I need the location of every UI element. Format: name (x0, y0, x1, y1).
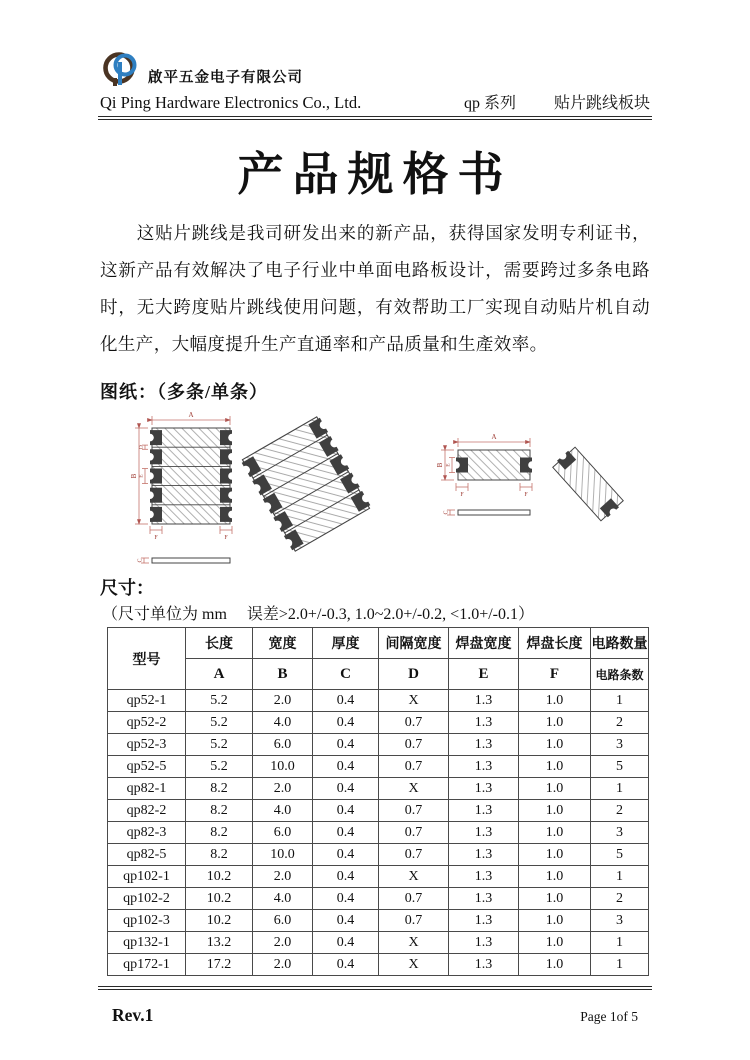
value-cell: 1 (591, 954, 649, 976)
col-subheader-B: B (253, 659, 313, 690)
table-row (108, 954, 649, 976)
col-header-pad-width: 焊盘宽度 (449, 628, 519, 659)
value-cell: 1.3 (449, 888, 519, 910)
value-cell: 5.2 (186, 712, 253, 734)
series-label: qp 系列 (463, 95, 516, 112)
table-row (108, 888, 649, 910)
value-cell: 5 (591, 756, 649, 778)
dim-label-E: E (138, 474, 145, 478)
value-cell: 2.0 (253, 778, 313, 800)
value-cell: 8.2 (186, 800, 253, 822)
col-header-pad-length: 焊盘长度 (519, 628, 591, 659)
value-cell: 0.4 (313, 756, 379, 778)
value-cell: 8.2 (186, 822, 253, 844)
value-cell: 2 (591, 888, 649, 910)
value-cell: 2 (591, 800, 649, 822)
value-cell: 10.0 (253, 844, 313, 866)
value-cell: 0.7 (379, 712, 449, 734)
value-cell: 0.7 (379, 844, 449, 866)
dim-label-F: F (460, 492, 464, 498)
model-cell: qp82-2 (108, 800, 186, 822)
value-cell: 0.7 (379, 800, 449, 822)
value-cell: 2.0 (253, 690, 313, 712)
value-cell: 1.3 (449, 822, 519, 844)
document-header (0, 0, 750, 120)
logo-row (100, 46, 650, 88)
value-cell: 0.4 (313, 822, 379, 844)
value-cell: 2.0 (253, 866, 313, 888)
value-cell: 1.3 (449, 778, 519, 800)
value-cell: 1.3 (449, 844, 519, 866)
value-cell: 8.2 (186, 778, 253, 800)
table-row (108, 932, 649, 954)
model-cell: qp52-1 (108, 690, 186, 712)
col-header-width: 宽度 (253, 628, 313, 659)
model-cell: qp82-5 (108, 844, 186, 866)
table-row (108, 756, 649, 778)
value-cell: 6.0 (253, 822, 313, 844)
multi-strip-rotated-view (237, 414, 375, 555)
value-cell: 1.0 (519, 800, 591, 822)
col-header-gap-width: 间隔宽度 (379, 628, 449, 659)
value-cell: 1.3 (449, 910, 519, 932)
dim-label-E: E (445, 463, 452, 467)
value-cell: 0.7 (379, 910, 449, 932)
value-cell: 1 (591, 778, 649, 800)
single-strip-rotated-view (549, 443, 627, 525)
dim-label-B: B (130, 473, 138, 479)
technical-drawings (108, 408, 653, 572)
value-cell: 1.0 (519, 756, 591, 778)
value-cell: 0.4 (313, 844, 379, 866)
table-row (108, 712, 649, 734)
value-cell: 4.0 (253, 800, 313, 822)
model-cell: qp52-5 (108, 756, 186, 778)
value-cell: 1.3 (449, 954, 519, 976)
value-cell: 1.0 (519, 690, 591, 712)
single-strip-front-view (436, 433, 536, 515)
header-double-rule (98, 116, 652, 120)
value-cell: 10.2 (186, 866, 253, 888)
value-cell: 8.2 (186, 844, 253, 866)
value-cell: 1 (591, 866, 649, 888)
value-cell: 3 (591, 734, 649, 756)
spec-table (107, 627, 649, 976)
table-row (108, 866, 649, 888)
page-title: 产品规格书 (237, 148, 513, 200)
value-cell: 13.2 (186, 932, 253, 954)
drawing-section-label: 图纸：（多条/单条） (100, 382, 269, 402)
value-cell: 1.0 (519, 954, 591, 976)
intro-paragraph: 这贴片跳线是我司研发出来的新产品，获得国家发明专利证书，这新产品有效解决了电子行业中单面电路板设计，需要跨过多条电路时，无大跨度贴片跳线使用问题，有效帮助工厂实现自动贴片机自动化生产，大幅度提升生产直通率和产品质量和生產效率。 (100, 223, 650, 354)
value-cell: X (379, 778, 449, 800)
value-cell: 1.0 (519, 822, 591, 844)
col-header-circuit-count: 电路数量 (591, 628, 649, 659)
value-cell: 5.2 (186, 690, 253, 712)
value-cell: 0.7 (379, 888, 449, 910)
table-row (108, 800, 649, 822)
value-cell: 1.3 (449, 734, 519, 756)
value-cell: 3 (591, 822, 649, 844)
model-cell: qp82-1 (108, 778, 186, 800)
value-cell: 3 (591, 910, 649, 932)
spec-table-header (108, 628, 649, 690)
value-cell: 0.4 (313, 778, 379, 800)
value-cell: 0.4 (313, 690, 379, 712)
table-row (108, 844, 649, 866)
col-subheader-E: E (449, 659, 519, 690)
value-cell: 1.0 (519, 932, 591, 954)
value-cell: 1.0 (519, 778, 591, 800)
company-name-cn: 啟平五金电子有限公司 (148, 70, 303, 86)
model-cell: qp102-1 (108, 866, 186, 888)
value-cell: 0.7 (379, 756, 449, 778)
value-cell: 0.4 (313, 734, 379, 756)
value-cell: 0.7 (379, 734, 449, 756)
dim-label-B: B (436, 462, 444, 468)
table-row (108, 910, 649, 932)
value-cell: 1.3 (449, 756, 519, 778)
value-cell: 1.0 (519, 910, 591, 932)
dim-label-A: A (188, 411, 194, 419)
spec-table-body (108, 690, 649, 976)
value-cell: 5.2 (186, 756, 253, 778)
dim-label-A: A (491, 433, 497, 441)
dim-label-F: F (224, 535, 228, 541)
col-header-thickness: 厚度 (313, 628, 379, 659)
col-subheader-F: F (519, 659, 591, 690)
dim-label-D: D (138, 445, 145, 450)
value-cell: X (379, 866, 449, 888)
value-cell: 2 (591, 712, 649, 734)
value-cell: 1.0 (519, 712, 591, 734)
value-cell: 1.3 (449, 690, 519, 712)
value-cell: 6.0 (253, 734, 313, 756)
value-cell: 1.3 (449, 866, 519, 888)
value-cell: 2.0 (253, 954, 313, 976)
header-subline (100, 90, 650, 113)
value-cell: 17.2 (186, 954, 253, 976)
model-cell: qp102-3 (108, 910, 186, 932)
company-logo-icon (100, 48, 144, 88)
dim-label-C: C (443, 510, 450, 515)
value-cell: 4.0 (253, 888, 313, 910)
model-cell: qp52-3 (108, 734, 186, 756)
value-cell: 0.4 (313, 932, 379, 954)
value-cell: 0.4 (313, 712, 379, 734)
value-cell: 0.7 (379, 822, 449, 844)
table-row (108, 690, 649, 712)
model-cell: qp52-2 (108, 712, 186, 734)
value-cell: 0.4 (313, 888, 379, 910)
value-cell: X (379, 690, 449, 712)
value-cell: 2.0 (253, 932, 313, 954)
value-cell: 1.0 (519, 866, 591, 888)
value-cell: X (379, 954, 449, 976)
table-row (108, 778, 649, 800)
product-line-label: 贴片跳线板块 (553, 95, 650, 112)
company-name-en: Qi Ping Hardware Electronics Co., Ltd. (100, 93, 362, 112)
table-row (108, 822, 649, 844)
document-footer (112, 1005, 638, 1026)
value-cell: 1.0 (519, 888, 591, 910)
table-row (108, 734, 649, 756)
col-subheader-circuit-strips: 电路条数 (591, 659, 649, 690)
value-cell: 10.2 (186, 888, 253, 910)
model-cell: qp82-3 (108, 822, 186, 844)
value-cell: 0.4 (313, 866, 379, 888)
series-and-product (464, 90, 650, 113)
col-header-model: 型号 (108, 628, 186, 690)
value-cell: 1.3 (449, 932, 519, 954)
value-cell: 1 (591, 690, 649, 712)
value-cell: 0.4 (313, 910, 379, 932)
value-cell: 10.0 (253, 756, 313, 778)
size-section-label: 尺寸： (100, 578, 154, 598)
page-number: Page 1of 5 (580, 1009, 638, 1024)
value-cell: 1.3 (449, 712, 519, 734)
value-cell: 5.2 (186, 734, 253, 756)
dim-label-C: C (137, 558, 144, 563)
footer-double-rule (98, 986, 652, 990)
revision-label: Rev.1 (112, 1005, 154, 1025)
col-subheader-C: C (313, 659, 379, 690)
value-cell: 1.0 (519, 844, 591, 866)
model-cell: qp132-1 (108, 932, 186, 954)
dim-label-F: F (524, 492, 528, 498)
value-cell: 0.4 (313, 800, 379, 822)
size-tolerance-note: （尺寸单位为 mm 误差>2.0+/-0.3, 1.0~2.0+/-0.2, <1.0+/-0.1） (102, 606, 534, 623)
value-cell: 0.4 (313, 954, 379, 976)
col-header-length: 长度 (186, 628, 253, 659)
value-cell: 10.2 (186, 910, 253, 932)
model-cell: qp102-2 (108, 888, 186, 910)
value-cell: 1.0 (519, 734, 591, 756)
value-cell: 4.0 (253, 712, 313, 734)
value-cell: 1.3 (449, 800, 519, 822)
value-cell: 1 (591, 932, 649, 954)
model-cell: qp172-1 (108, 954, 186, 976)
col-subheader-D: D (379, 659, 449, 690)
multi-strip-front-view (130, 411, 236, 563)
value-cell: X (379, 932, 449, 954)
value-cell: 6.0 (253, 910, 313, 932)
value-cell: 5 (591, 844, 649, 866)
dim-label-F: F (154, 535, 158, 541)
col-subheader-A: A (186, 659, 253, 690)
